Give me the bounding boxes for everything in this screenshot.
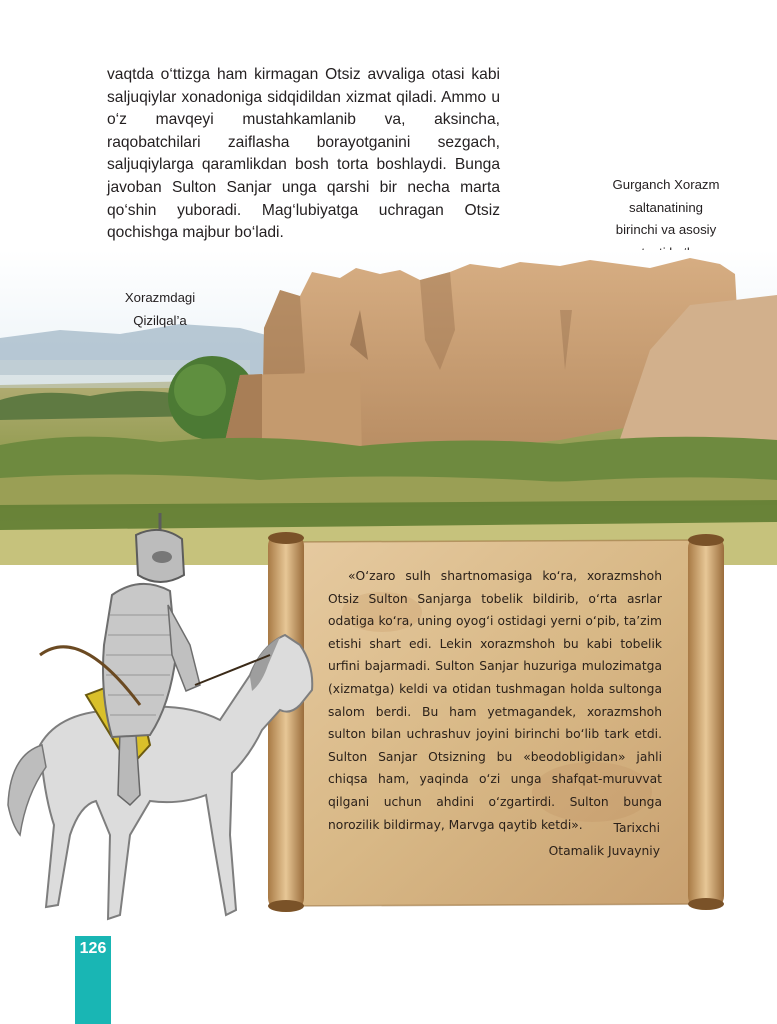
- attribution-role: Tarixchi: [613, 821, 660, 835]
- main-paragraph: vaqtda o‘ttizga ham kirmagan Otsiz avvaliga otasi kabi saljuqiylar xonadoniga sidqidildan xizmat qiladi. Ammo u o‘z mavqeyi mustahkamlanib va, aksincha, raqobatchilari zaiflasha borayotganini sezgach, saljuqiylarga qaramlikdan bosh torta boshlaydi. Bunga javoban Sulton Sanjar unga qarshi bir necha marta qo‘shin yuboradi. Mag‘lubiyatga uchragan Otsiz qochishga majbur bo‘ladi.: [107, 66, 500, 242]
- caption-line: saltanatining: [628, 199, 704, 215]
- caption-qizilqala: [100, 287, 220, 332]
- main-text-block: [107, 64, 500, 245]
- caption-line: birinchi va asosiy: [615, 222, 717, 237]
- quote-text: «O‘zaro sulh shartnomasiga ko‘ra, xorazmshoh Otsiz Sulton Sanjarga tobelik bildirib, o‘rta asrlar odatiga ko‘ra, uning oyog‘i ostidagi yerni o‘pib, ta’zim etishi shart edi. Lekin xorazmshoh bu kabi tobelik urfini bajarmadi. Sulton Sanjar huzuriga mulozimatga (xizmatga) keldi va otidan tushmagan holda sultonga salom berdi. Bu ham yetmagandek, xorazmshoh sulton bilan uchrashuv joyini birinchi bo‘lib tark etdi. Sulton Sanjar Otsizning bu «beodobligidan» jahli chiqsa ham, yaqinda o‘zi unga shafqat-muruvvat qilgani uchun ahdini o‘zgartirdi. Sulton bunga norozilik bildirmay, Marvga qaytib ketdi».: [328, 569, 662, 832]
- caption-line: Qizilqal’a: [133, 312, 187, 328]
- page-number: 126: [79, 940, 107, 957]
- caption-line: Gurganch Xorazm: [612, 177, 720, 192]
- attribution-name: Otamalik Juvayniy: [548, 843, 660, 858]
- quote-block: [328, 565, 662, 836]
- knight-on-horse-illustration: [0, 505, 330, 945]
- caption-line: Xorazmdagi: [124, 290, 196, 305]
- quote-attribution: [470, 817, 660, 862]
